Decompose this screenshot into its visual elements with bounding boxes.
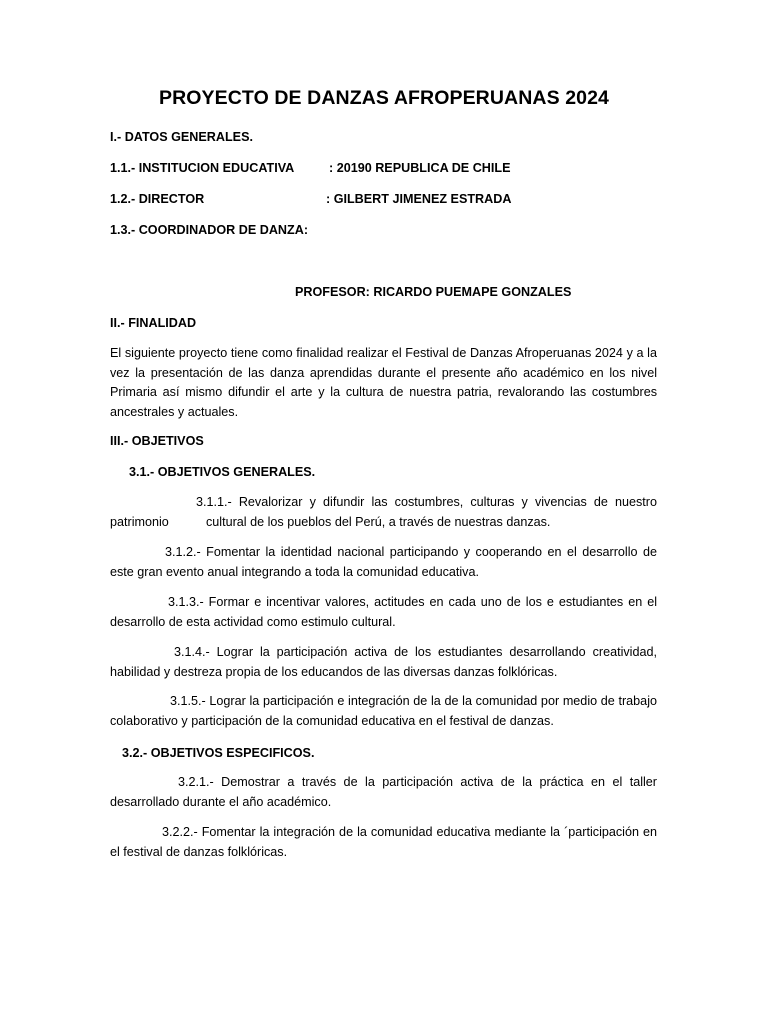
director-label: 1.2.- DIRECTOR bbox=[110, 192, 205, 206]
director-value: : GILBERT JIMENEZ ESTRADA bbox=[326, 192, 512, 206]
objetivos-generales-heading: 3.1.- OBJETIVOS GENERALES. bbox=[129, 465, 316, 479]
objetivo-3-1-1-line2b: cultural de los pueblos del Perú, a través de nuestras danzas. bbox=[206, 515, 551, 529]
objetivo-3-2-1: 3.2.1.- Demostrar a través de la participación activa de la práctica en el taller desarrollado durante el año académico. bbox=[110, 775, 657, 809]
section-1-heading: I.- DATOS GENERALES. bbox=[110, 130, 253, 144]
objetivo-3-1-1-line2a: patrimonio bbox=[110, 515, 169, 529]
objetivos-especificos-heading: 3.2.- OBJETIVOS ESPECIFICOS. bbox=[122, 746, 315, 760]
objetivo-3-2-2: 3.2.2.- Fomentar la integración de la comunidad educativa mediante la ´participación en el festival de danzas folklóricas. bbox=[110, 825, 657, 859]
objetivo-3-1-2: 3.1.2.- Fomentar la identidad nacional participando y cooperando en el desarrollo de este gran evento anual integrando a toda la comunidad educativa. bbox=[110, 545, 657, 579]
document-title: PROYECTO DE DANZAS AFROPERUANAS 2024 bbox=[158, 87, 609, 109]
institucion-value: : 20190 REPUBLICA DE CHILE bbox=[329, 161, 511, 175]
finalidad-paragraph: El siguiente proyecto tiene como finalidad realizar el Festival de Danzas Afroperuanas 2024 y a la vez la presentación de las danza aprendidas durante el presente año académico en los nivel Primaria así mismo difundir el arte y la cultura de nuestra patria, revalorando las costumbres ancestrales y actuales. bbox=[110, 346, 657, 419]
institucion-label: 1.1.- INSTITUCION EDUCATIVA bbox=[110, 161, 295, 175]
section-3-heading: III.- OBJETIVOS bbox=[110, 434, 204, 448]
objetivo-3-1-4: 3.1.4.- Lograr la participación activa de los estudiantes desarrollando creatividad, habilidad y destreza propia de los educandos de las diversas danzas folklóricas. bbox=[110, 645, 657, 679]
objetivo-3-1-3: 3.1.3.- Formar e incentivar valores, actitudes en cada uno de los e estudiantes en el desarrollo de esta actividad como estimulo cultural. bbox=[110, 595, 657, 629]
objetivo-3-1-5: 3.1.5.- Lograr la participación e integración de la de la comunidad por medio de trabajo colaborativo y participación de la comunidad educativa en el festival de danzas. bbox=[110, 694, 657, 728]
section-2-heading: II.- FINALIDAD bbox=[110, 316, 197, 330]
profesor-line: PROFESOR: RICARDO PUEMAPE GONZALES bbox=[295, 285, 572, 299]
coordinador-label: 1.3.- COORDINADOR DE DANZA: bbox=[110, 223, 309, 237]
objetivo-3-1-1-line1: 3.1.1.- Revalorizar y difundir las costumbres, culturas y vivencias de nuestro bbox=[196, 495, 657, 509]
